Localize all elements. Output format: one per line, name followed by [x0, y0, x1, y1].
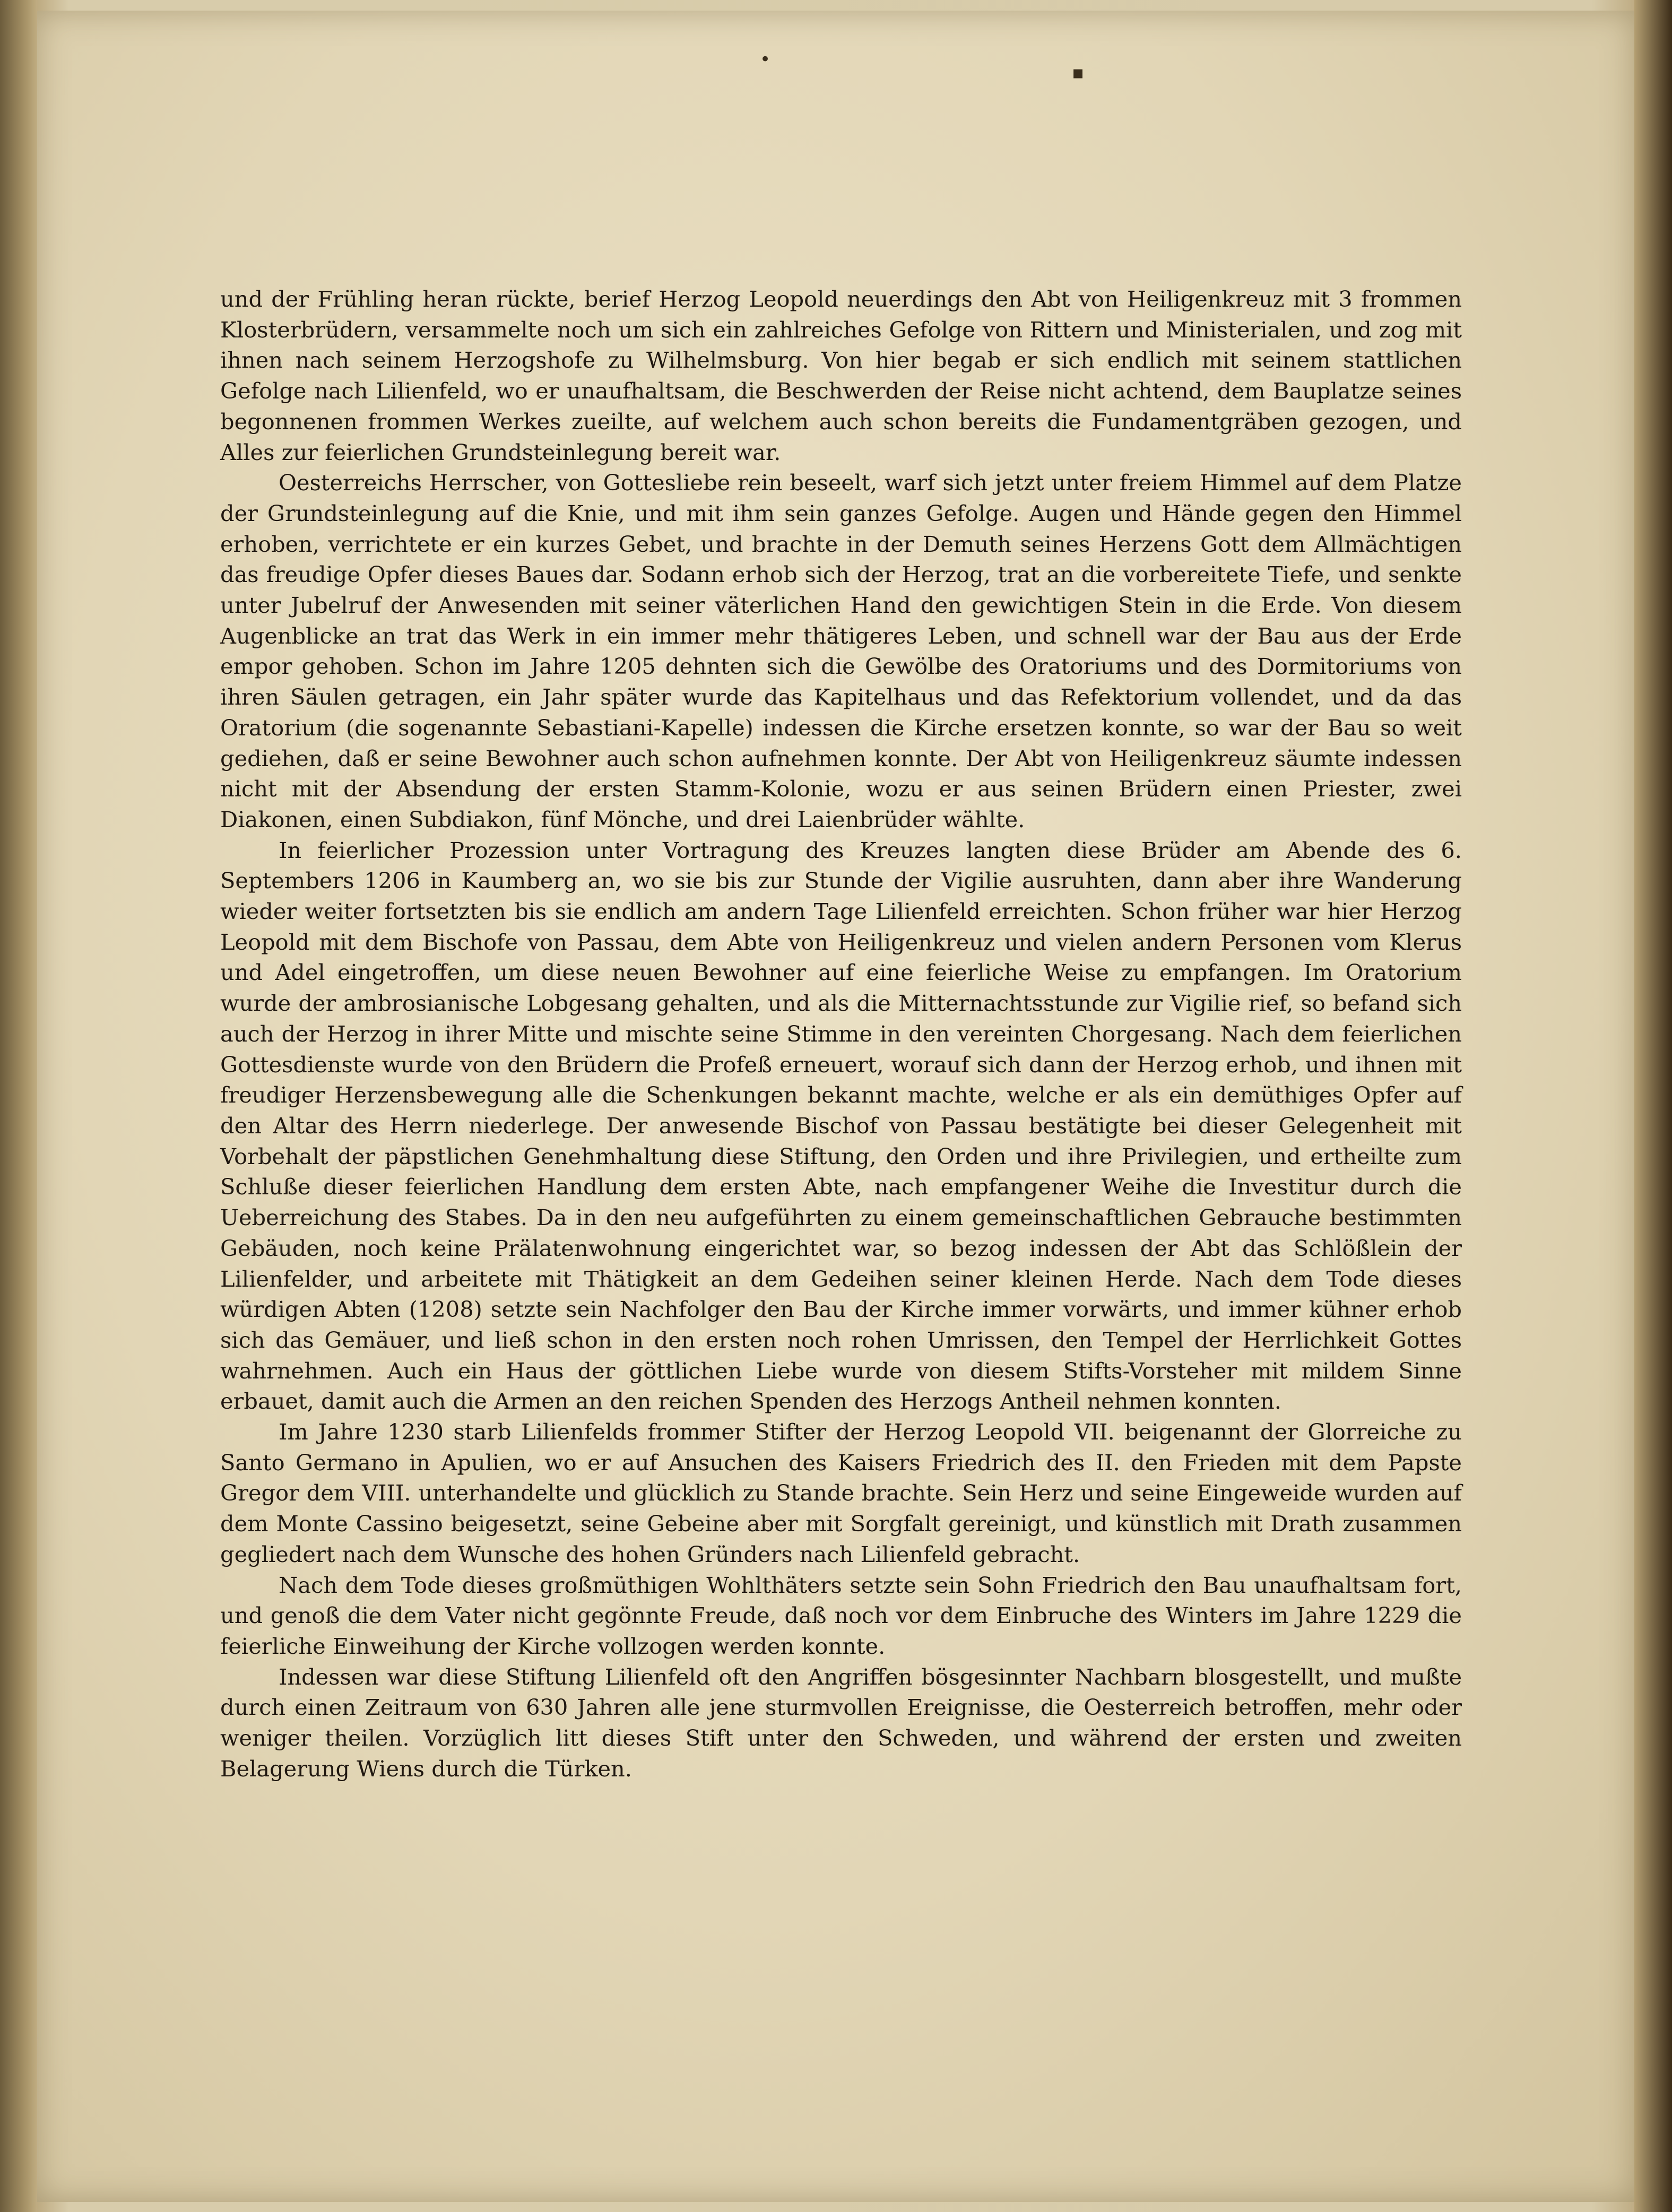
paragraph: In feierlicher Prozession unter Vortragung des Kreuzes langten diese Brüder am Abende des 6. Septembers 1206 in Kaumberg an, wo sie bis zur Stunde der Vigilie ausruhten, dann aber ihre Wanderung wieder weiter fortsetzten bis sie endlich am andern Tage Lilienfeld erreichten. Schon früher war hier Herzog Leopold mit dem Bischofe von Passau, dem Abte von Heiligenkreuz und vielen andern Personen vom Klerus und Adel eingetroffen, um diese neuen Bewohner auf eine feierliche Weise zu empfangen. Im Oratorium wurde der ambrosianische Lobgesang gehalten, und als die Mitternachtsstunde zur Vigilie rief, so befand sich auch der Herzog in ihrer Mitte und mischte seine Stimme in den vereinten Chorgesang. Nach dem feierlichen Gottesdienste wurde von den Brüdern die Profeß erneuert, worauf sich dann der Herzog erhob, und ihnen mit freudiger Herzensbewegung alle die Schenkungen bekannt machte, welche er als ein demüthiges Opfer auf den Altar des Herrn niederlege. Der anwesende Bischof von Passau bestätigte bei dieser Gelegenheit mit Vorbehalt der päpstlichen Genehmhaltung diese Stiftung, den Orden und ihre Privilegien, und ertheilte zum Schluße dieser feierlichen Handlung dem ersten Abte, nach empfangener Weihe die Investitur durch die Ueberreichung des Stabes. Da in den neu aufgeführten zu einem gemeinschaftlichen Gebrauche bestimmten Gebäuden, noch keine Prälatenwohnung eingerichtet war, so bezog indessen der Abt das Schlößlein der Lilienfelder, und arbeitete mit Thätigkeit an dem Gedeihen seiner kleinen Herde. Nach dem Tode dieses würdigen Abten (1208) setzte sein Nachfolger den Bau der Kirche immer vorwärts, und immer kühner erhob sich das Gemäuer, und ließ schon in den ersten noch rohen Umrissen, den Tempel der Herrlichkeit Gottes wahrnehmen. Auch ein Haus der göttlichen Liebe wurde von diesem Stifts-Vorsteher mit mildem Sinne erbauet, damit auch die Armen an den reichen Spenden des Herzogs Antheil nehmen konnten. [220, 837, 1462, 1415]
body-text [220, 284, 1462, 1784]
paragraph: Oesterreichs Herrscher, von Gottesliebe rein beseelt, warf sich jetzt unter freiem Himmel auf dem Platze der Grundsteinlegung auf die Knie, und mit ihm sein ganzes Gefolge. Augen und Hände gegen den Himmel erhoben, verrichtete er ein kurzes Gebet, und brachte in der Demuth seines Herzens Gott dem Allmächtigen das freudige Opfer dieses Baues dar. Sodann erhob sich der Herzog, trat an die vorbereitete Tiefe, und senkte unter Jubelruf der Anwesenden mit seiner väterlichen Hand den gewichtigen Stein in die Erde. Von diesem Augenblicke an trat das Werk in ein immer mehr thätigeres Leben, und schnell war der Bau aus der Erde empor gehoben. Schon im Jahre 1205 dehnten sich die Gewölbe des Oratoriums und des Dormitoriums von ihren Säulen getragen, ein Jahr später wurde das Kapitelhaus und das Refektorium vollendet, und da das Oratorium (die sogenannte Sebastiani-Kapelle) indessen die Kirche ersetzen konnte, so war der Bau so weit gediehen, daß er seine Bewohner auch schon aufnehmen konnte. Der Abt von Heiligenkreuz säumte indessen nicht mit der Absendung der ersten Stamm-Kolonie, wozu er aus seinen Brüdern einen Priester, zwei Diakonen, einen Subdiakon, fünf Mönche, und drei Laienbrüder wählte. [220, 470, 1462, 832]
paragraph: und der Frühling heran rückte, berief Herzog Leopold neuerdings den Abt von Heiligenkreuz mit 3 frommen Klosterbrüdern, versammelte noch um sich ein zahlreiches Gefolge von Rittern und Ministerialen, und zog mit ihnen nach seinem Herzogshofe zu Wilhelmsburg. Von hier begab er sich endlich mit seinem stattlichen Gefolge nach Lilienfeld, wo er unaufhaltsam, die Beschwerden der Reise nicht achtend, dem Bauplatze seines begonnenen frommen Werkes zueilte, auf welchem auch schon bereits die Fundamentgräben gezogen, und Alles zur feierlichen Grundsteinlegung bereit war. [220, 286, 1462, 465]
ink-speck: • [760, 49, 771, 70]
ink-speck: ▪ [1072, 62, 1085, 83]
paragraph: Nach dem Tode dieses großmüthigen Wohlthäters setzte sein Sohn Friedrich den Bau unaufhaltsam fort, und genoß die dem Vater nicht gegönnte Freude, daß noch vor dem Einbruche des Winters im Jahre 1229 die feierliche Einweihung der Kirche vollzogen werden konnte. [220, 1572, 1462, 1659]
paragraph: Indessen war diese Stiftung Lilienfeld oft den Angriffen bösgesinnter Nachbarn blosgestellt, und mußte durch einen Zeitraum von 630 Jahren alle jene sturmvollen Ereignisse, die Oesterreich betroffen, mehr oder weniger theilen. Vorzüglich litt dieses Stift unter den Schweden, und während der ersten und zweiten Belagerung Wiens durch die Türken. [220, 1663, 1462, 1782]
page-edge [1634, 0, 1672, 2212]
book-gutter [0, 0, 37, 2212]
paragraph: Im Jahre 1230 starb Lilienfelds frommer Stifter der Herzog Leopold VII. beigenannt der Glorreiche zu Santo Germano in Apulien, wo er auf Ansuchen des Kaisers Friedrich des II. den Frieden mit dem Papste Gregor dem VIII. unterhandelte und glücklich zu Stande brachte. Sein Herz und seine Eingeweide wurden auf dem Monte Cassino beigesetzt, seine Gebeine aber mit Sorgfalt gereinigt, und künstlich mit Drath zusammen gegliedert nach dem Wunsche des hohen Gründers nach Lilienfeld gebracht. [220, 1419, 1462, 1567]
